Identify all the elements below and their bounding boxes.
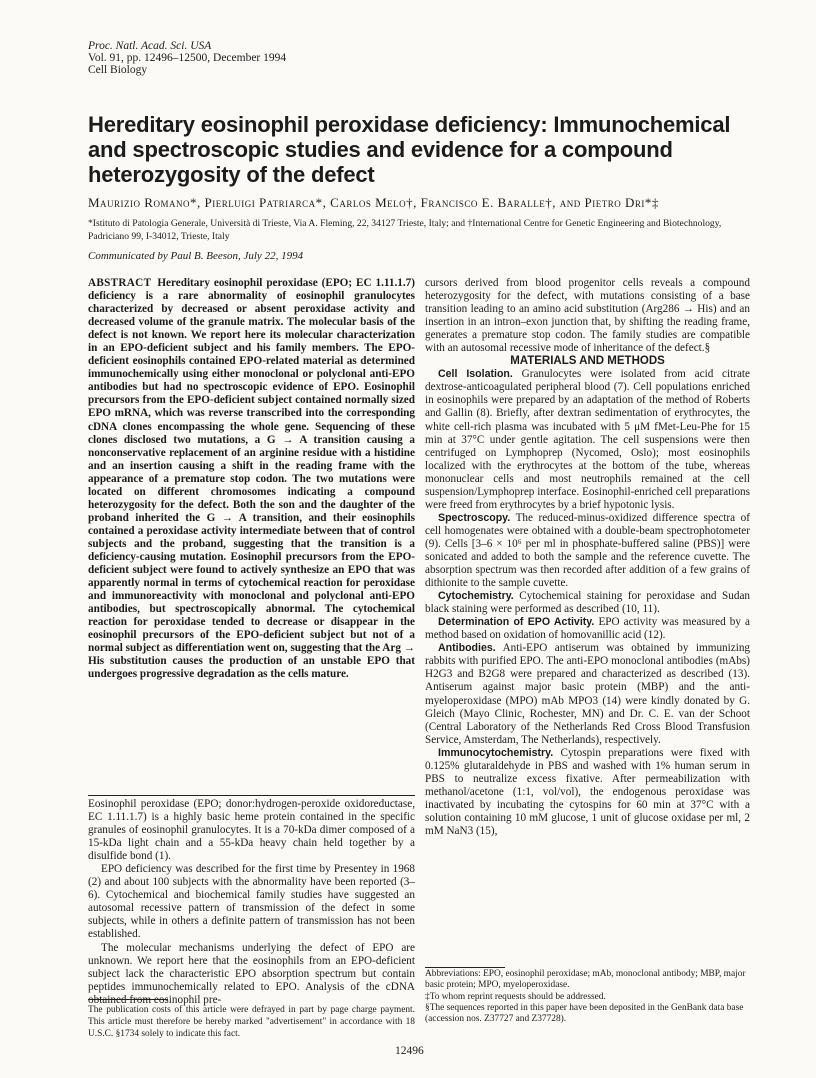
author-list — [88, 195, 768, 211]
footnote: Abbreviations: EPO, eosinophil peroxidase; mAb, monoclonal antibody; MBP, major basic protein; MPO, myeloperoxidase. — [425, 969, 746, 991]
publication-cost-note: The publication costs of this article were defrayed in part by page charge payment. This article must therefore be hereby marked "advertisement" in accordance with 18 U.S.C. §1734 solely to indicate this fact. — [88, 1005, 415, 1039]
methods-paragraph — [425, 642, 750, 746]
volume-line: Vol. 91, pp. 12496–12500, December 1994 — [88, 52, 287, 64]
intro-paragraph: The molecular mechanisms underlying the defect of EPO are unknown. We report here that the eosinophils from an EPO-deficient subject lack the characteristic EPO absorption spectrum but contain peptides immunochemically related to EPO. Analysis of the cDNA obtained from eosinophil pre- — [88, 941, 415, 1006]
methods-text: Anti-EPO antiserum was obtained by immunizing rabbits with purified EPO. The anti-EPO monoclonal antibodies (mAbs) H2G3 and B2G8 were prepared and characterized as described (13). Antiserum against major basic protein (MBP) and the anti-myeloperoxidase (MPO) mAb MPO3 (14) were kindly donated by G. Gleich (Mayo Clinic, Rochester, MN) and Dr. C. E. van der Schoot (Central Laboratory of the Netherlands Red Cross Blood Transfusion Service, Amsterdam, The Netherlands), respectively. — [425, 642, 751, 746]
methods-paragraph — [425, 590, 750, 616]
intro-continuation: cursors derived from blood progenitor cells reveals a compound heterozygosity for the defect, with mutations consisting of a base transition leading to an amino acid substitution (Arg286 → His) and an insertion in an intron–exon junction that, by shifting the reading frame, generates a premature stop codon. The family studies are compatible with an autosomal recessive mode of inheritance of the defect.§ — [425, 277, 750, 355]
communicated-by: Communicated by Paul B. Beeson, July 22, 1994 — [88, 250, 304, 262]
methods-text: The reduced-minus-oxidized difference spectra of cell homogenates were obtained with a double-beam spectrophotometer (9). Cells [3–6 × 10⁶ per ml in phosphate-buffered saline (PBS)] were sonicated and added to both the sample and the reference cuvette. The absorption spectrum was then recorded after addition of a few grains of dithionite to the sample cuvette. — [425, 511, 750, 590]
intro-paragraph: EPO deficiency was described for the first time by Presentey in 1968 (2) and about 100 subjects with the abnormality have been reported (3–6). Cytochemical and biochemical family studies have suggested an autosomal recessive pattern of transmission of the defect in some subjects, while in others a definite pattern of transmission has not been established. — [88, 863, 415, 941]
subsection-head: Antibodies. — [438, 642, 496, 655]
methods-heading: MATERIALS AND METHODS — [510, 355, 665, 368]
methods-text: EPO activity was measured by a method based on oxidation of homovanillic acid (12). — [425, 616, 750, 642]
page-number: 12496 — [395, 1045, 424, 1057]
section-name: Cell Biology — [88, 64, 148, 76]
methods-paragraph — [425, 616, 750, 642]
introduction — [88, 798, 415, 1007]
abstract-text: Hereditary eosinophil peroxidase (EPO; EC 1.11.1.7) deficiency is a rare abnormality of eosinophil granulocytes characterized by decreased or absent peroxidase activity and decreased volume of the granule matrix. The molecular basis of the defect is not known. We report here its molecular characterization in an EPO-deficient subject and his family members. The EPO-deficient eosinophils contained EPO-related material as determined immunochemically using either monoclonal or polyclonal anti-EPO antibodies but had no spectroscopic evidence of EPO. Eosinophil precursors from the EPO-deficient subject contained normally sized EPO mRNA, which was reverse transcribed into the corresponding cDNA clones encompassing the whole gene. Sequencing of these clones disclosed two mutations, a G → A transition causing a nonconservative replacement of an arginine residue with a histidine and an insertion causing a shift in the reading frame with the appearance of a premature stop codon. The two mutations were located on different chromosomes indicating a compound heterozygosity for the defect. Both the son and the daughter of the proband inherited the G → A transition, and their eosinophils contained a peroxidase activity intermediate between that of control subjects and the proband, suggesting that the transition is a deficiency-causing mutation. Eosinophil precursors from the EPO-deficient subject were found to actively synthesize an EPO that was apparently normal in terms of cytochemical reaction for peroxidase and immunoreactivity with monoclonal and polyclonal anti-EPO antibodies, but spectroscopically abnormal. The cytochemical reaction for peroxidase tended to decrease or disappear in the eosinophil precursors of the EPO-deficient subject but not of a normal subject as differentiation went on, suggesting that the Arg → His substitution causes the production of an unstable EPO that undergoes progressive degradation as the cells mature. — [88, 277, 415, 681]
subsection-head: Determination of EPO Activity. — [438, 616, 595, 629]
paper-title: Hereditary eosinophil peroxidase deficiency: Immunochemical and spectroscopic studies and evidence for a compound heterozygosity of the defect — [88, 112, 731, 187]
methods-text: Cytospin preparations were fixed with 0.125% glutaraldehyde in PBS and washed with 1% human serum in PBS to neutralize excess fixative. After permeabilization with methanol/acetone (1:1, vol/vol), the endogenous peroxidase was inactivated by incubating the cytospins for 60 min at 37°C with a solution containing 10 mM glucose, 1 unit of glucose oxidase per ml, 2 mM NaN3 (15), — [425, 746, 751, 837]
subsection-head: Cell Isolation. — [438, 368, 513, 381]
abstract — [88, 277, 415, 681]
subsection-head: Spectroscopy. — [438, 511, 511, 524]
subsection-head: Cytochemistry. — [438, 590, 514, 603]
methods-paragraph — [425, 368, 750, 512]
right-column — [425, 277, 750, 838]
affiliations: *Istituto di Patologia Generale, Università di Trieste, Via A. Fleming, 22, 34127 Trieste, Italy; and †International Centre for Genetic Engineering and Biotechnology, Padriciano 99, I-34012, Trieste, Italy — [88, 218, 722, 242]
intro-paragraph: Eosinophil peroxidase (EPO; donor:hydrogen-peroxide oxidoreductase, EC 1.11.1.7) is a highly basic heme protein contained in the specific granules of eosinophil granulocytes. It is a 70-kDa dimer composed of a 15-kDa light chain and a 55-kDa heavy chain held together by a disulfide bond (1). — [88, 798, 415, 863]
footnote: §The sequences reported in this paper have been deposited in the GenBank data base (accession nos. Z37727 and Z37728). — [425, 1002, 744, 1025]
subsection-head: Immunocytochemistry. — [438, 746, 554, 759]
abstract-label: ABSTRACT — [88, 277, 152, 289]
cost-note-divider — [88, 999, 168, 1000]
journal-header — [88, 40, 286, 76]
methods-paragraph — [425, 747, 750, 838]
abstract-divider — [88, 795, 415, 796]
methods-text: Cytochemical staining for peroxidase and Sudan black staining were performed as described (10, 11). — [425, 590, 751, 616]
authors-text: Maurizio Romano*, Pierluigi Patriarca*, Carlos Melo†, Francisco E. Baralle†, and Pietro Dri*‡ — [88, 195, 659, 210]
footnote-divider — [425, 967, 505, 968]
methods-text: Granulocytes were isolated from acid citrate dextrose-anticoagulated peripheral blood (7). Cell populations enriched in eosinophils were prepared by an adaptation of the method of Roberts and Gallin (8). Briefly, after dextran sedimentation of erythrocytes, the white cell-rich plasma was incubated with 5 μM fMet-Leu-Phe for 15 min at 37°C under gentle agitation. The cell suspensions were then centrifuged on Lymphoprep (Nycomed, Oslo); most eosinophils localized with the erythrocytes at the bottom of the tube, whereas mononuclear cells and most neutrophils remained at the cell suspension/Lymphoprep interface. Eosinophil-enriched cell preparations were freed from erythrocytes by a brief hypotonic lysis. — [425, 368, 751, 511]
methods-paragraph — [425, 512, 750, 590]
footnote: ‡To whom reprint requests should be addressed. — [425, 991, 606, 1002]
abstract-block — [88, 277, 415, 681]
journal-name: Proc. Natl. Acad. Sci. USA — [88, 40, 212, 52]
footnotes — [425, 969, 750, 1025]
